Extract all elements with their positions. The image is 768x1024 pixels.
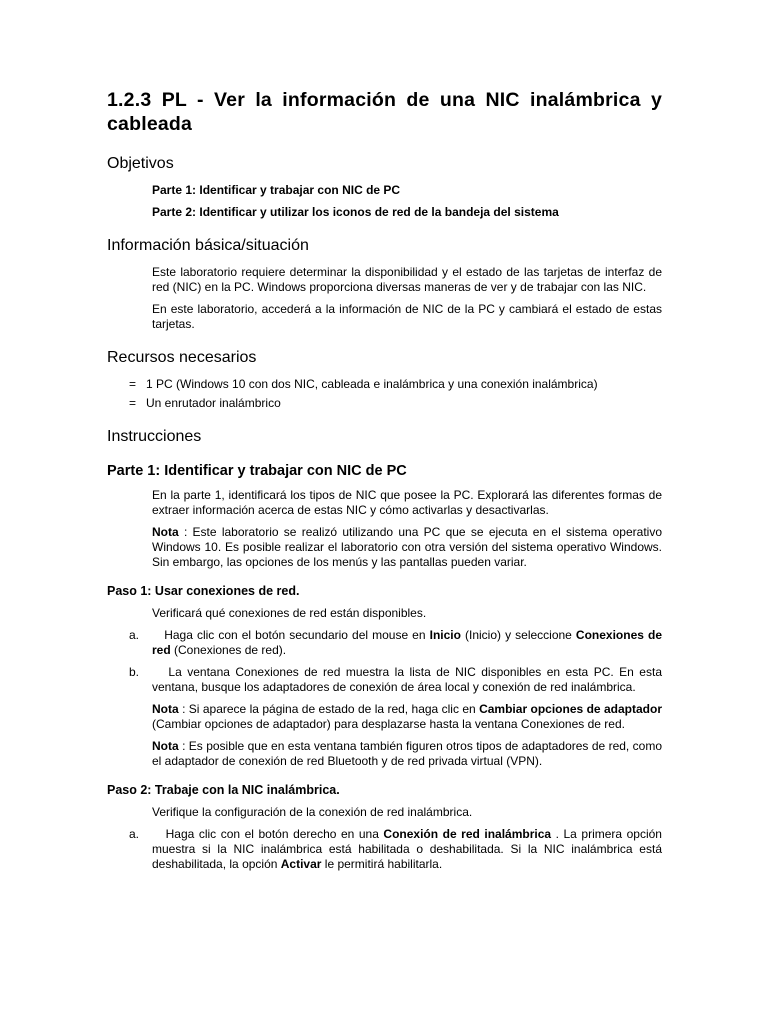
step-letter: a. (129, 827, 140, 841)
nota-text: : Este laboratorio se realizó utilizando una PC que se ejecuta en el sistema operativo Windows 10. Es posible realizar el laboratorio con otra versión del sistema operativo Windows. Sin embargo, las opciones de los menús y las pantallas pueden variar. (152, 525, 662, 569)
paso1-heading: Paso 1: Usar conexiones de red. (107, 584, 300, 598)
text-run: Haga clic con el botón secundario del mouse en (164, 628, 430, 642)
paso2-intro-block (152, 805, 662, 820)
parte1-heading: Parte 1: Identificar y trabajar con NIC de PC (107, 463, 407, 479)
paso1-intro-block (152, 606, 662, 621)
step-letter: a. (129, 628, 140, 642)
objetivo-item: Parte 1: Identificar y trabajar con NIC de PC (152, 183, 401, 197)
objetivos-heading: Objetivos (107, 155, 174, 172)
step-letter: b. (129, 665, 140, 679)
info-paragraph: Este laboratorio requiere determinar la disponibilidad y el estado de las tarjetas de interfaz de red (NIC) en la PC. Windows proporciona diversas maneras de ver y de trabajar con las NIC. (152, 265, 662, 294)
text-run-bold: Conexiones de red (152, 628, 663, 657)
instrucciones-heading: Instrucciones (107, 428, 202, 445)
text-run: (Conexiones de red). (170, 643, 287, 657)
recursos-heading: Recursos necesarios (107, 349, 257, 366)
parte1-section (152, 488, 662, 570)
page-title: 1.2.3 PL - Ver la información de una NIC inalámbrica y cableada (107, 89, 662, 135)
text-run: : Es posible que en esta ventana también figuren otros tipos de adaptadores de red, como el adaptador de conexión de red Bluetooth y de red privada virtual (VPN). (152, 739, 662, 768)
paso1-step-b (107, 665, 662, 769)
objetivo-item: Parte 2: Identificar y utilizar los iconos de red de la bandeja del sistema (152, 205, 559, 219)
text-run-bold: Conexión de red inalámbrica (383, 827, 552, 841)
text-run: le permitirá habilitarla. (321, 857, 443, 871)
nota-label: Nota (152, 525, 179, 539)
list-item (129, 377, 662, 392)
nota-paragraph (152, 702, 662, 732)
paso1-step-a (107, 628, 662, 658)
nota-paragraph (152, 525, 662, 570)
nota-paragraph (152, 739, 662, 769)
parte1-paragraph: En la parte 1, identificará los tipos de NIC que posee la PC. Explorará las diferentes formas de extraer información acerca de estas NIC y cómo activarlas y desactivarlas. (152, 488, 662, 517)
bullet-mark: = (129, 377, 137, 391)
step-text (152, 665, 662, 695)
text-run-bold: Cambiar opciones de adaptador (479, 702, 662, 716)
list-item (129, 396, 662, 411)
text-run-bold: Activar (280, 857, 322, 871)
paso2-step-a (107, 827, 662, 872)
list-item-text: 1 PC (Windows 10 con dos NIC, cableada e inalámbrica y una conexión inalámbrica) (146, 377, 598, 391)
objetivos-list (152, 183, 662, 220)
info-paragraph: En este laboratorio, accederá a la información de NIC de la PC y cambiará el estado de estas tarjetas. (152, 302, 662, 331)
bullet-mark: = (129, 396, 137, 410)
text-run: (Inicio) y seleccione (460, 628, 576, 642)
paso2-intro: Verifique la configuración de la conexión de red inalámbrica. (152, 805, 473, 819)
recursos-list (129, 377, 662, 411)
info-heading: Información básica/situación (107, 237, 309, 254)
text-run: (Cambiar opciones de adaptador) para desplazarse hasta la ventana Conexiones de red. (152, 717, 625, 731)
paso1-intro: Verificará qué conexiones de red están disponibles. (152, 606, 427, 620)
text-run: Haga clic con el botón derecho en una (165, 827, 384, 841)
list-item-text: Un enrutador inalámbrico (146, 396, 281, 410)
text-run: La ventana Conexiones de red muestra la lista de NIC disponibles en esta PC. En esta ventana, busque los adaptadores de conexión de área local y conexión de red inalámbrica. (152, 665, 662, 694)
step-text (152, 827, 662, 872)
info-section (152, 265, 662, 332)
step-text (152, 628, 662, 658)
nota-label: Nota (152, 702, 179, 716)
paso2-heading: Paso 2: Trabaje con la NIC inalámbrica. (107, 783, 340, 797)
text-run-bold: Inicio (429, 628, 461, 642)
text-run: . La primera opción muestra si la NIC inalámbrica está habilitada o deshabilitada. Si la NIC inalámbrica está deshabilitada, la opción (152, 827, 662, 871)
text-run: : Si aparece la página de estado de la red, haga clic en (178, 702, 480, 716)
nota-label: Nota (152, 739, 179, 753)
document-page (107, 88, 662, 879)
